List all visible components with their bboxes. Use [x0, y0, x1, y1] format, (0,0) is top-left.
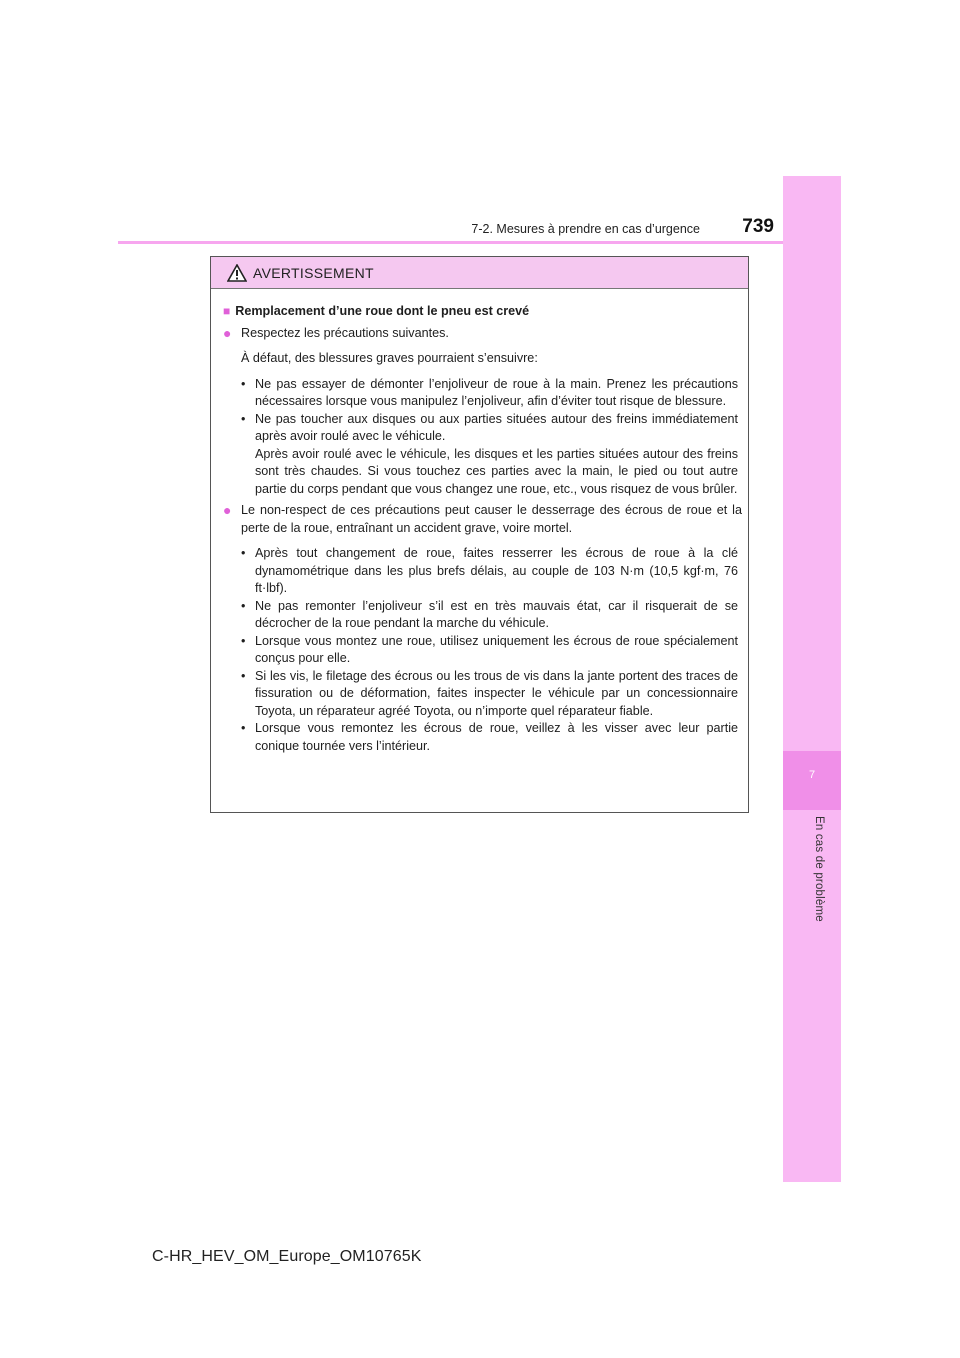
warning-header: [211, 257, 748, 289]
document-id: C-HR_HEV_OM_Europe_OM10765K: [152, 1248, 422, 1265]
page-number: 739: [742, 216, 774, 237]
circle-bullet-icon: ●: [223, 502, 232, 518]
bullet-list: [223, 545, 742, 755]
warning-body: [211, 289, 748, 755]
square-bullet-icon: ■: [223, 304, 231, 318]
list-item: • Ne pas remonter l’enjoliveur s’il est en très mauvais état, car il risquerait de se décrocher de la roue pendant la marche du véhicule.: [241, 598, 738, 630]
chapter-side-tab: [783, 176, 841, 1182]
section-title: 7-2. Mesures à prendre en cas d’urgence: [471, 222, 700, 236]
warning-box: [210, 256, 749, 813]
list-item: • Lorsque vous remontez les écrous de roue, veillez à les visser avec leur partie conique tournée vers l’intérieur.: [241, 721, 738, 753]
chapter-label: En cas de problème: [813, 816, 825, 922]
circle-item: [223, 325, 742, 343]
warning-heading: ■ Remplacement d’une roue dont le pneu est crevé: [223, 304, 530, 318]
circle-item-text: Respectez les précautions suivantes.: [241, 325, 449, 340]
circle-bullet-icon: ●: [223, 324, 232, 341]
list-item: • Lorsque vous montez une roue, utilisez uniquement les écrous de roue spécialement conçus pour elle.: [241, 633, 738, 665]
circle-item: [223, 502, 742, 537]
warning-triangle-icon: [227, 264, 247, 282]
chapter-number: 7: [808, 769, 816, 781]
header-rule: [118, 241, 841, 244]
list-item: • Ne pas toucher aux disques ou aux parties situées autour des freins immédiatement après avoir roulé avec le véhicule. Après avoir roulé avec le véhicule, les disques et les parties situées autour des freins sont très chaudes. Si vous touchez ces parties avec la main, le pied ou tout autre partie du corps pendant que vous changez une roue, etc., vous risquez de vous brûler.: [241, 411, 738, 496]
bullet-list: [223, 376, 742, 499]
paragraph: À défaut, des blessures graves pourraient s’ensuivre:: [241, 351, 538, 365]
list-item: • Après tout changement de roue, faites resserrer les écrous de roue à la clé dynamométrique dans les plus brefs délais, au couple de 103 N·m (10,5 kgf·m, 76 ft·lbf).: [241, 546, 738, 595]
warning-title: AVERTISSEMENT: [253, 264, 374, 281]
list-item: • Si les vis, le filetage des écrous ou les trous de vis dans la jante portent des traces de fissuration ou de déformation, faites inspecter le véhicule par un concessionnaire Toyota, un réparateur agréé Toyota, ou n’importe quel réparateur fiable.: [241, 668, 738, 718]
circle-item-text: Le non-respect de ces précautions peut causer le desserrage des écrous de roue et la perte de la roue, entraînant un accident grave, voire mortel.: [241, 503, 742, 535]
list-item: • Ne pas essayer de démonter l’enjoliveur de roue à la main. Prenez les précautions nécessaires lorsque vous manipulez l’enjoliveur, afin d’éviter tout risque de blessure.: [241, 376, 738, 408]
page-header: [118, 212, 841, 244]
